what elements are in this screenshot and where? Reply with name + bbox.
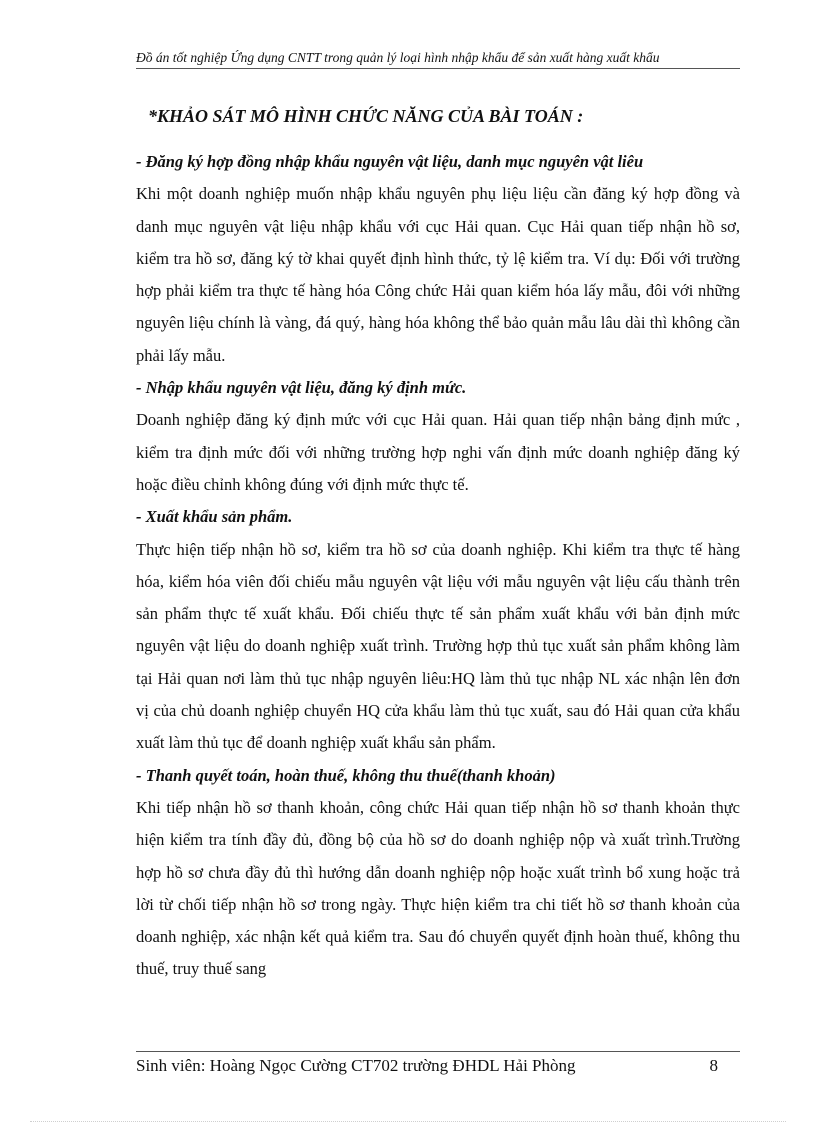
header-text: Đồ án tốt nghiệp Ứng dụng CNTT trong quản lý loại hình nhập khẩu để sản xuất hàng xuất khẩu [136,50,660,65]
paragraph-settlement: Khi tiếp nhận hồ sơ thanh khoản, công chức Hải quan tiếp nhận hồ sơ thanh khoản thực hiện kiểm tra tính đầy đủ, đồng bộ của hồ sơ do doanh nghiệp nộp và xuất trình.Trường hợp hồ sơ chưa đầy đủ thì hướng dẫn doanh nghiệp nộp hoặc xuất trình bổ xung hoặc trả lời từ chối tiếp nhận hồ sơ trong ngày. Thực hiện kiểm tra chi tiết hồ sơ thanh khoản của doanh nghiệp, xác nhận kết quả kiểm tra. Sau đó chuyển quyết định hoàn thuế, không thu thuế, truy thuế sang [136,797,740,979]
page-number: 8 [709,1056,718,1075]
paragraph-export-products: Thực hiện tiếp nhận hồ sơ, kiểm tra hồ sơ của doanh nghiệp. Khi kiểm tra thực tế hàng hóa, kiểm hóa viên đối chiếu mẫu nguyên vật liệu với mẫu nguyên vật liệu cấu thành trên sản phẩm thực tế xuất khẩu. Đối chiếu thực tế sản phẩm xuất khẩu với bản định mức nguyên vật liệu do doanh nghiệp xuất trình. Trường hợp thủ tục xuất sản phẩm không làm tại Hải quan nơi làm thủ tục nhập nguyên liêu:HQ làm thủ tục nhập NL xác nhận lên đơn vị của chủ doanh nghiệp chuyển HQ cửa khẩu làm thủ tục xuất, sau đó Hải quan cửa khẩu xuất làm thủ tục để doanh nghiệp xuất khẩu sản phẩm. [136,539,740,753]
heading-import-materials: - Nhập khẩu nguyên vật liệu, đăng ký định mức. [136,378,467,398]
page-bottom-divider [30,1121,786,1122]
paragraph-contract-registration: Khi một doanh nghiệp muốn nhập khẩu nguyên phụ liệu liệu cần đăng ký hợp đồng và danh mục nguyên vật liệu nhập khẩu với cục Hải quan. Cục Hải quan tiếp nhận hồ sơ, kiểm tra hồ sơ, đăng ký tờ khai quyết định hình thức, tỷ lệ kiểm tra. Ví dụ: Đối với trường hợp phải kiểm tra thực tế hàng hóa Công chức Hải quan kiểm hóa lấy mẫu, đôi với những nguyên liệu chính là vàng, đá quý, hàng hóa không thể bảo quản mẫu lâu dài thì không cần phải lấy mẫu. [136,184,740,365]
heading-export-products: - Xuất khẩu sản phẩm. [136,507,293,527]
section-title: *KHẢO SÁT MÔ HÌNH CHỨC NĂNG CỦA BÀI TOÁN : [148,106,584,126]
page-footer [136,1051,740,1076]
heading-settlement: - Thanh quyết toán, hoàn thuế, không thu thuế(thanh khoản) [136,765,556,785]
paragraph-import-materials: Doanh nghiệp đăng ký định mức với cục Hải quan. Hải quan tiếp nhận bảng định mức , kiểm tra định mức đối với những trường hợp nghi vấn định mức doanh nghiệp đăng ký hoặc điều chỉnh không đúng với định mức thực tế. [136,410,740,494]
page-header [136,50,740,69]
footer-text: Sinh viên: Hoàng Ngọc Cường CT702 trường ĐHDL Hải Phòng [136,1056,576,1075]
heading-contract-registration: - Đăng ký hợp đồng nhập khẩu nguyên vật liệu, danh mục nguyên vật liêu [136,152,644,171]
document-body [136,146,740,986]
